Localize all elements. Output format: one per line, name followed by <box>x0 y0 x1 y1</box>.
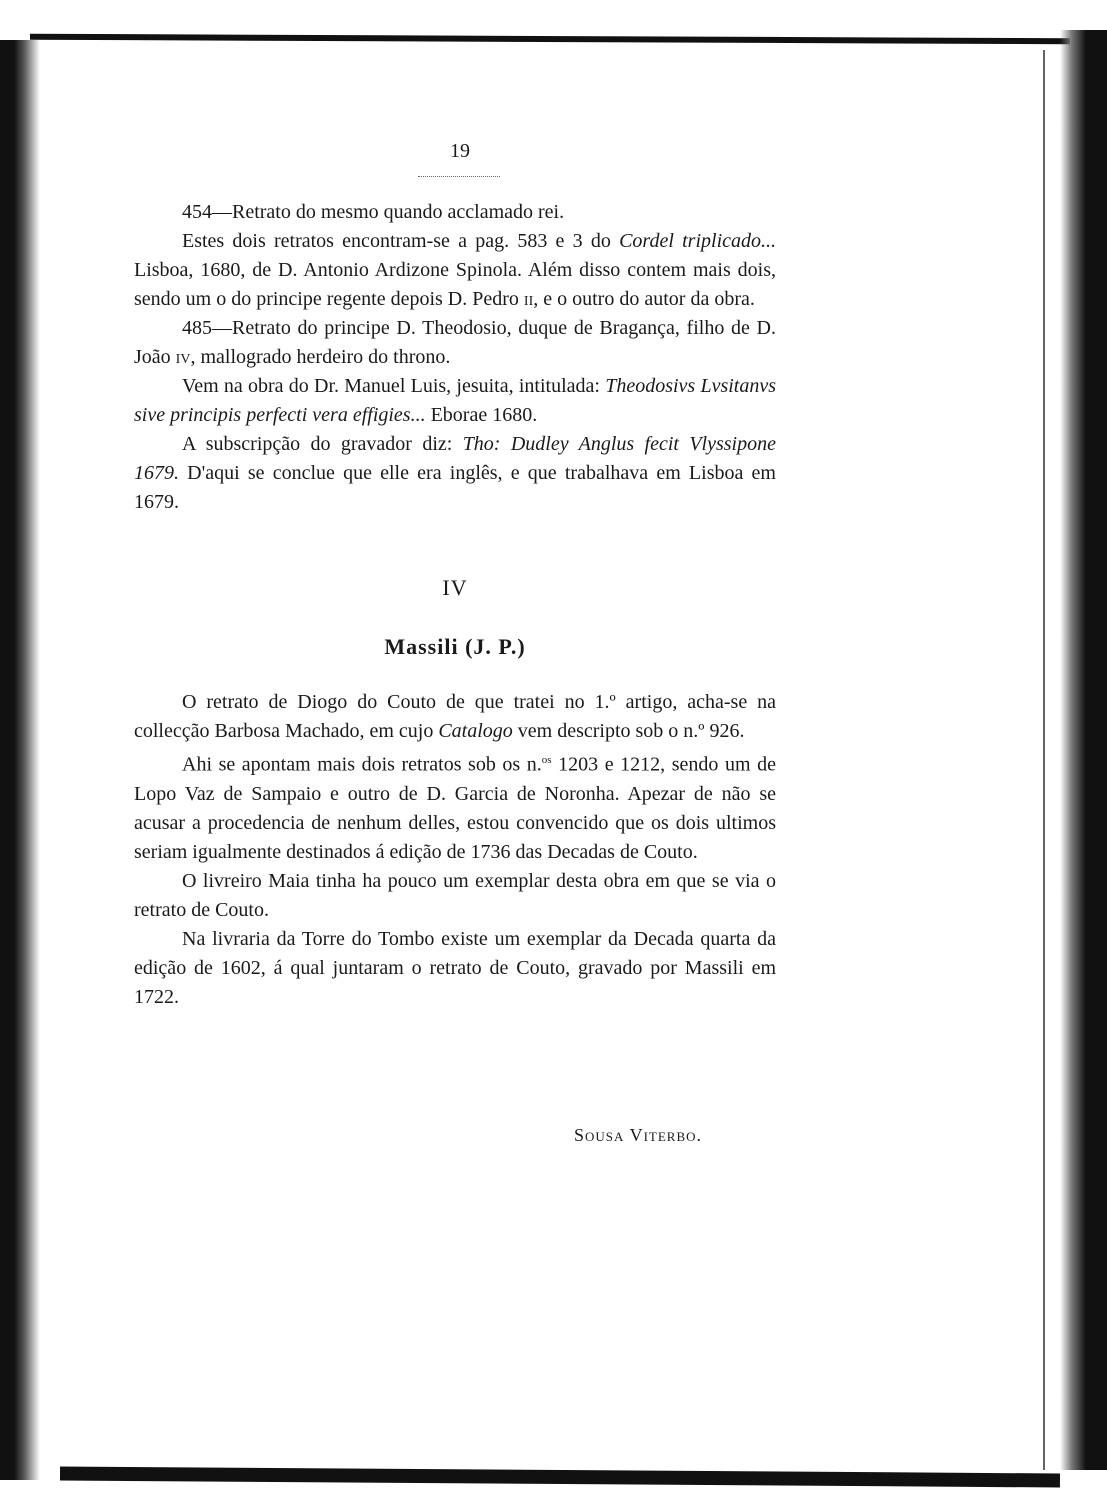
paragraph-text: Na livraria da Torre do Tombo existe um exemplar da Decada quarta da edição de 1602, á qual juntaram o retrato de Couto, gravado por Massili em 1722. <box>134 927 776 1008</box>
author-signature: Sousa Viterbo. <box>574 1125 703 1145</box>
text-run: 1203 e 1212, sendo um de Lopo Vaz de Sampaio e outro de D. Garcia de Noronha. Apezar de não se acusar a procedencia de nenhum delles, estou convencido que os dois ultimos seriam igualmente destinados á edição de 1736 das Decadas de Couto. <box>134 753 776 863</box>
upper-text-block <box>134 198 776 517</box>
section-numeral: IV <box>442 575 468 600</box>
paragraph-text: O livreiro Maia tinha ha pouco um exemplar desta obra em que se via o retrato de Couto. <box>134 869 776 921</box>
text-run: vem descripto sob o n.º 926. <box>512 720 745 742</box>
paragraph-portrait-454 <box>134 198 776 227</box>
text-run: Estes dois retratos encontram-se a pag. 583 e 3 do <box>182 230 620 252</box>
text-run: , mallogrado herdeiro do throno. <box>190 346 451 368</box>
page-number-rule <box>418 176 500 177</box>
paragraph-theodosivs <box>134 372 776 430</box>
roman-numeral: ii <box>523 288 534 310</box>
text-run: A subscripção do gravador diz: <box>182 433 463 455</box>
scan-page-edge <box>1043 50 1045 1470</box>
page-number: 19 <box>450 140 470 162</box>
text-run: , e o outro do autor da obra. <box>533 288 755 310</box>
text-run: Eborae 1680. <box>425 404 538 426</box>
paragraph-text: 454—Retrato do mesmo quando acclamado rei. <box>182 201 565 223</box>
book-title: Theodosivs Lvsitanvs sive principis perfecti vera effigies... <box>134 375 777 426</box>
scan-border-top <box>30 34 1070 45</box>
text-run: O retrato de Diogo do Couto de que tratei no 1.º artigo, acha-se na collecção Barbosa Machado, em cujo <box>134 691 776 742</box>
roman-numeral: iv <box>175 346 191 368</box>
lower-text-block <box>134 688 776 1012</box>
paragraph-cordel-triplicado <box>134 227 776 314</box>
text-run: Ahi se apontam mais dois retratos sob os n. <box>182 753 542 776</box>
text-run: Lisboa, 1680, de D. Antonio Ardizone Spinola. Além disso contem mais dois, sendo um o do principe regente depois D. Pedro <box>134 259 776 310</box>
scan-border-bottom <box>60 1467 1060 1488</box>
scan-border-left <box>0 40 40 1480</box>
paragraph-engraver-signature <box>134 430 776 517</box>
text-run: Vem na obra do Dr. Manuel Luis, jesuita, intitulada: <box>182 375 606 397</box>
paragraph-torre-do-tombo <box>134 925 776 1012</box>
section-heading: Massili (J. P.) <box>384 634 526 659</box>
book-title: Cordel triplicado... <box>619 230 776 252</box>
paragraph-livreiro-maia <box>134 867 776 925</box>
engraver-inscription: Tho: Dudley Anglus fecit Vlyssipone 1679. <box>134 433 776 484</box>
scan-border-right <box>1060 30 1107 1470</box>
superscript: os <box>541 754 552 766</box>
paragraph-two-portraits <box>134 746 776 867</box>
paragraph-diogo-do-couto <box>134 688 776 746</box>
catalogue-title: Catalogo <box>438 720 513 742</box>
text-run: D'aqui se conclue que elle era inglês, e que trabalhava em Lisboa em 1679. <box>134 462 776 513</box>
text-run: 485—Retrato do principe D. Theodosio, duque de Bragança, filho de D. João <box>134 317 776 368</box>
paragraph-portrait-485 <box>134 314 776 372</box>
